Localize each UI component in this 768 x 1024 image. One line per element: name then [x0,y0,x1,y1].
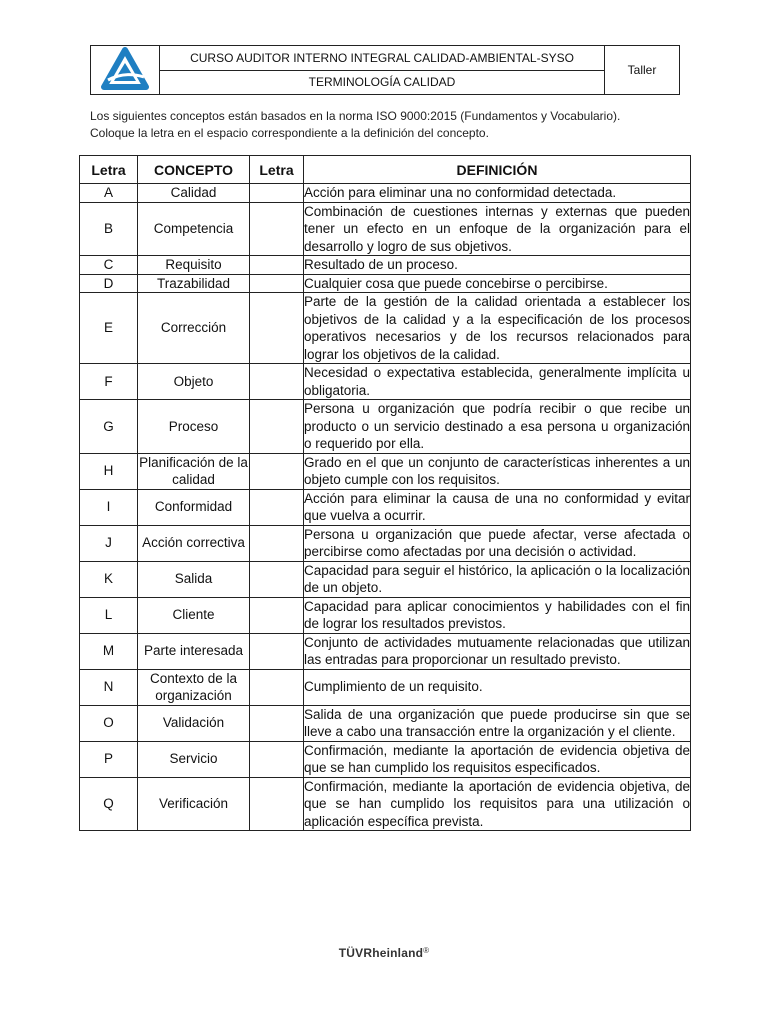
row-answer-field[interactable] [250,561,304,597]
table-row [80,293,691,364]
row-definition: Cualquier cosa que puede concebirse o percibirse. [304,274,691,293]
row-definition: Persona u organización que puede afectar, verse afectada o percibirse como afectadas por una decisión o actividad. [304,526,690,559]
instructions [90,108,690,142]
logo-cell [91,46,160,95]
table-row [80,741,691,777]
header-definicion: DEFINICIÓN [304,156,691,184]
table-row [80,777,691,831]
row-definition: Parte de la gestión de la calidad orientada a establecer los objetivos de la calidad y a la especificación de los procesos operativos necesarios y de los recursos relacionados para lograr los objetivos de la calidad. [304,294,690,362]
table-row [80,400,691,454]
instruction-line-2: Coloque la letra en el espacio correspondiente a la definición del concepto. [90,126,489,140]
row-concept: Planificación de la calidad [139,454,248,487]
row-concept: Objeto [138,364,250,400]
row-concept: Competencia [138,202,250,256]
row-answer-field[interactable] [250,400,304,454]
row-answer-field[interactable] [250,453,304,489]
row-answer-field[interactable] [250,274,304,293]
row-concept: Verificación [138,777,250,831]
row-letter: P [80,741,138,777]
row-definition: Capacidad para aplicar conocimientos y habilidades con el fin de lograr los resultados previstos. [304,598,690,631]
row-letter: B [80,202,138,256]
table-row [80,597,691,633]
row-definition: Salida de una organización que puede producirse sin que se lleve a cabo una transacción entre la organización y el cliente. [304,706,690,739]
table-row [80,525,691,561]
row-answer-field[interactable] [250,597,304,633]
row-letter: H [80,453,138,489]
row-definition: Persona u organización que podría recibir o que recibe un producto o un servicio destinado a esa persona u organización o requerido por ella. [304,401,690,451]
row-letter: G [80,400,138,454]
table-row [80,256,691,275]
row-concept: Cliente [138,597,250,633]
terminology-table [79,155,691,831]
row-letter: C [80,256,138,275]
row-concept: Parte interesada [138,633,250,669]
table-row [80,274,691,293]
row-letter: I [80,489,138,525]
row-concept: Acción correctiva [138,525,250,561]
row-answer-field[interactable] [250,489,304,525]
row-definition: Confirmación, mediante la aportación de evidencia objetiva, de que se han cumplido los requisitos para una utilización o aplicación específica prevista. [304,778,690,829]
row-answer-field[interactable] [250,669,304,705]
document-header [90,45,680,95]
row-letter: D [80,274,138,293]
row-answer-field[interactable] [250,202,304,256]
header-letra-answer: Letra [250,156,304,184]
row-concept: Conformidad [138,489,250,525]
row-concept: Requisito [138,256,250,275]
table-row [80,669,691,705]
table-row [80,705,691,741]
footer-brand [0,946,768,960]
row-letter: A [80,184,138,203]
row-concept: Proceso [138,400,250,454]
row-definition: Combinación de cuestiones internas y externas que pueden tener un efecto en un enfoque de la organización para el desarrollo y logro de sus objetivos. [304,203,690,254]
row-concept: Salida [138,561,250,597]
row-definition: Capacidad para seguir el histórico, la aplicación o la localización de un objeto. [304,562,690,595]
table-row [80,202,691,256]
row-concept: Trazabilidad [138,274,250,293]
course-title: CURSO AUDITOR INTERNO INTEGRAL CALIDAD-AMBIENTAL-SYSO [160,46,605,71]
row-concept: Servicio [138,741,250,777]
triangle-logo-icon [100,47,150,91]
instruction-line-1: Los siguientes conceptos están basados en la norma ISO 9000:2015 (Fundamentos y Vocabulario). [90,109,621,123]
table-row [80,489,691,525]
row-concept: Contexto de la organización [138,669,250,705]
row-letter: O [80,705,138,741]
row-definition: Acción para eliminar la causa de una no conformidad y evitar que vuelva a ocurrir. [304,490,690,523]
row-answer-field[interactable] [250,741,304,777]
header-letra: Letra [80,156,138,184]
table-row [80,561,691,597]
row-definition: Conjunto de actividades mutuamente relacionadas que utilizan las entradas para proporcionar un resultado previsto. [304,634,690,667]
row-definition: Cumplimiento de un requisito. [304,669,691,705]
row-answer-field[interactable] [250,184,304,203]
table-row [80,453,691,489]
row-answer-field[interactable] [250,525,304,561]
row-answer-field[interactable] [250,705,304,741]
row-answer-field[interactable] [250,364,304,400]
row-definition: Acción para eliminar una no conformidad detectada. [304,184,691,203]
table-row [80,364,691,400]
row-definition: Resultado de un proceso. [304,256,691,275]
subtitle: TERMINOLOGÍA CALIDAD [160,70,605,95]
row-answer-field[interactable] [250,777,304,831]
row-definition: Confirmación, mediante la aportación de evidencia objetiva de que se han cumplido los requisitos especificados. [304,742,690,775]
row-definition: Necesidad o expectativa establecida, generalmente implícita u obligatoria. [304,365,690,398]
row-letter: N [80,669,138,705]
row-letter: Q [80,777,138,831]
row-letter: J [80,525,138,561]
row-answer-field[interactable] [250,633,304,669]
row-definition: Grado en el que un conjunto de características inherentes a un objeto cumple con los requisitos. [304,454,690,487]
table-header-row [80,156,691,184]
row-letter: M [80,633,138,669]
registered-mark: ® [423,946,430,955]
row-concept: Calidad [138,184,250,203]
table-row [80,184,691,203]
table-row [80,633,691,669]
row-letter: E [80,293,138,364]
header-concepto: CONCEPTO [138,156,250,184]
brand-name: TÜVRheinland [338,946,424,960]
taller-tag: Taller [605,46,680,95]
row-answer-field[interactable] [250,256,304,275]
row-letter: F [80,364,138,400]
row-letter: K [80,561,138,597]
row-concept: Validación [138,705,250,741]
row-answer-field[interactable] [250,293,304,364]
row-letter: L [80,597,138,633]
row-concept: Corrección [138,293,250,364]
